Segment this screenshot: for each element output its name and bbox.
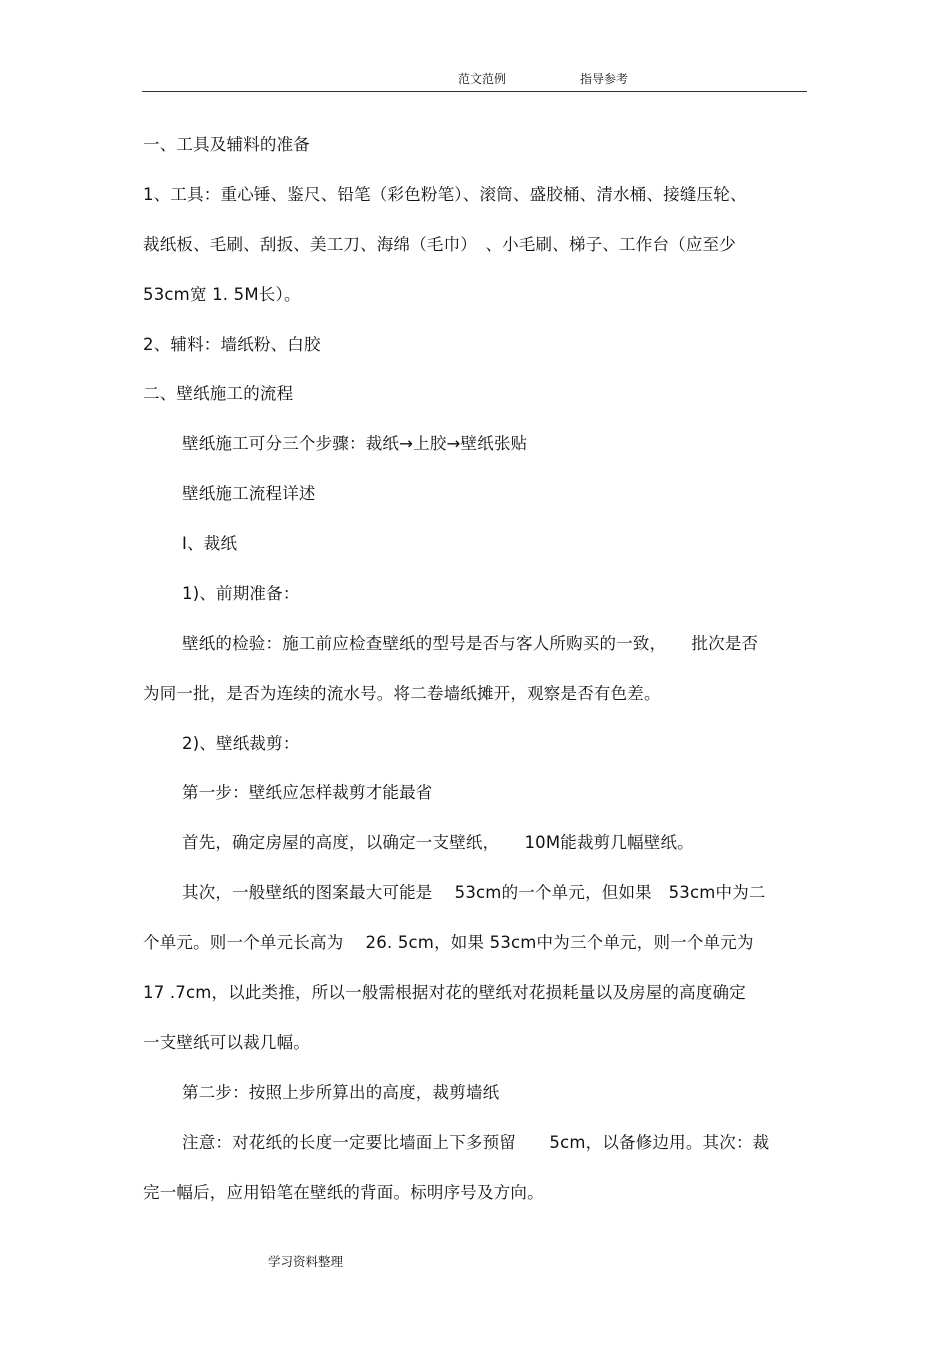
paragraph-line: 裁纸板、毛刷、刮扳、美工刀、海绵（毛巾） 、小毛刷、梯子、工作台（应至少 [143,235,736,254]
header-left-text: 范文范例 [458,72,507,86]
paragraph-line: 个单元。则一个单元长高为 26. 5cm，如果 53cm中为三个单元，则一个单元为 [143,933,754,952]
page-header [142,68,807,90]
paragraph-line: 17 .7cm，以此类推，所以一般需根据对花的壁纸对花损耗量以及房屋的高度确定 [143,983,746,1002]
paragraph-line: 壁纸施工流程详述 [182,484,316,503]
paragraph-line: 壁纸施工可分三个步骤：裁纸→上胶→壁纸张贴 [182,434,528,453]
paragraph-line: 首先，确定房屋的高度，以确定一支壁纸， 10M能裁剪几幅壁纸。 [182,833,694,852]
subsection-heading: 1)、前期准备： [182,584,300,603]
paragraph-line: 第二步：按照上步所算出的高度，裁剪墙纸 [182,1083,500,1102]
subsection-heading: 2)、壁纸裁剪： [182,734,300,753]
paragraph-line: 1、工具：重心锤、鉴尺、铅笔（彩色粉笔）、滚筒、盛胶桶、清水桶、接缝压轮、 [143,185,747,204]
paragraph-line: 第一步：壁纸应怎样裁剪才能最省 [182,783,433,802]
subsection-heading: I、裁纸 [182,534,238,553]
paragraph-line: 53cm宽 1. 5M长）。 [143,285,301,304]
paragraph-line: 为同一批，是否为连续的流水号。将二卷墙纸摊开，观察是否有色差。 [143,684,661,703]
section-heading-2: 二、壁纸施工的流程 [143,384,294,403]
paragraph-line: 注意：对花纸的长度一定要比墙面上下多预留 5cm，以备修边用。其次：裁 [182,1133,770,1152]
paragraph-line: 壁纸的检验：施工前应检查壁纸的型号是否与客人所购买的一致， 批次是否 [182,634,759,653]
header-divider [142,91,807,92]
page-footer: 学习资料整理 [268,1254,344,1269]
header-right-text: 指导参考 [580,72,629,86]
paragraph-line: 其次，一般壁纸的图案最大可能是 53cm的一个单元，但如果 53cm中为二 [182,883,766,902]
section-heading-1: 一、工具及辅料的准备 [143,135,310,154]
paragraph-line: 一支壁纸可以裁几幅。 [143,1033,310,1052]
paragraph-line: 2、辅料：墙纸粉、白胶 [143,335,321,354]
paragraph-line: 完一幅后，应用铅笔在壁纸的背面。标明序号及方向。 [143,1183,544,1202]
